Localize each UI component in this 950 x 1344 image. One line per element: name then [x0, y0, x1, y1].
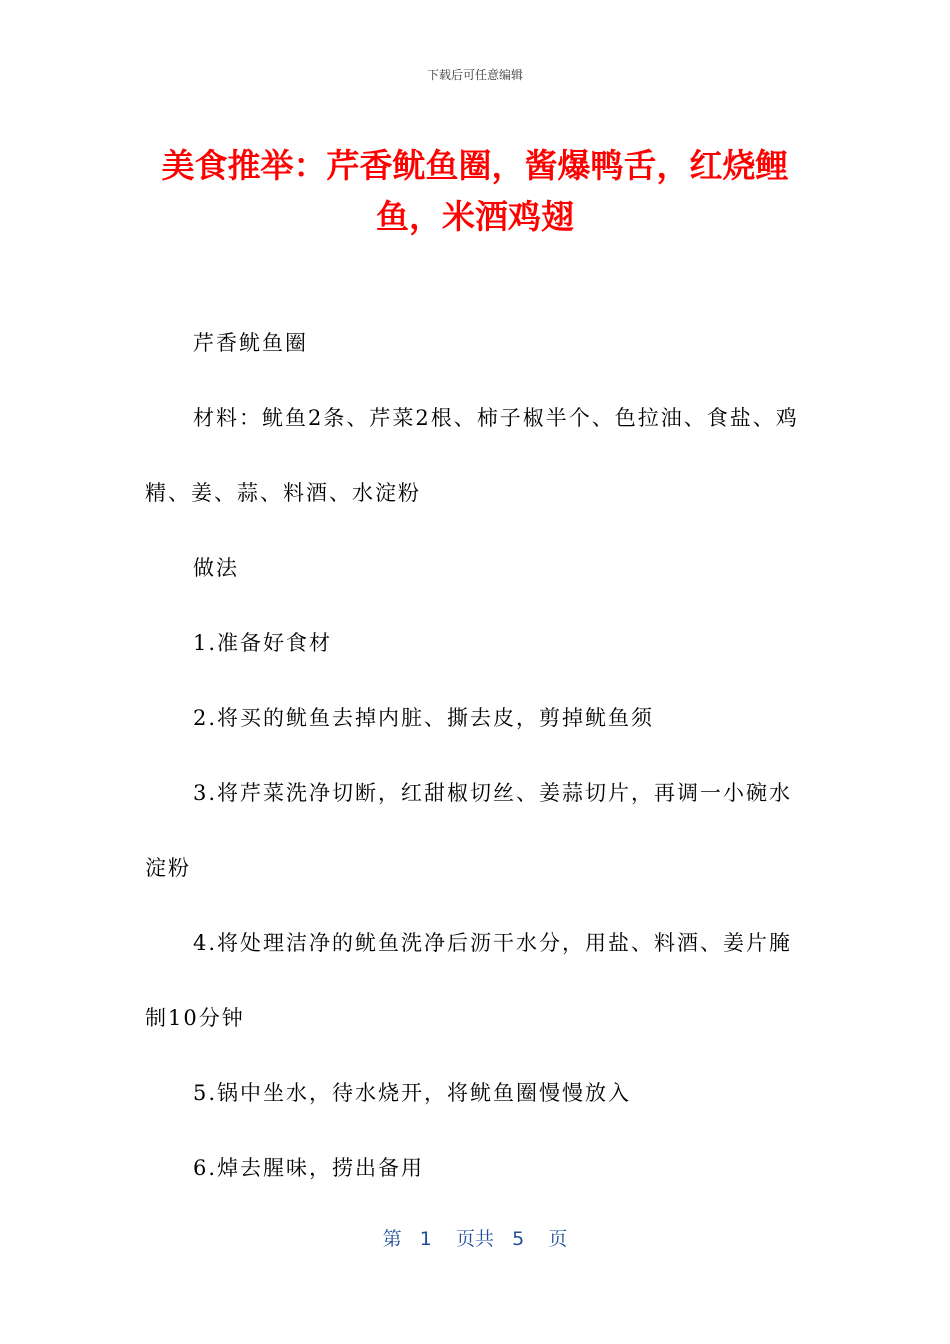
footer-middle: 页共 [455, 1228, 494, 1250]
step-item: 3.将芹菜洗净切断，红甜椒切丝、姜蒜切片，再调一小碗水淀粉 [145, 781, 793, 880]
footer-prefix: 第 [382, 1228, 402, 1250]
step-item: 1.准备好食材 [193, 631, 333, 655]
step-item: 5.锅中坐水，待水烧开，将鱿鱼圈慢慢放入 [193, 1081, 632, 1105]
step-item: 2.将买的鱿鱼去掉内脏、撕去皮，剪掉鱿鱼须 [193, 706, 655, 730]
total-pages-number: 5 [512, 1228, 525, 1250]
step-item: 6.焯去腥味，捞出备用 [193, 1156, 425, 1180]
step-item: 4.将处理洁净的鱿鱼洗净后沥干水分，用盐、料酒、姜片腌制10分钟 [145, 931, 793, 1030]
document-title: 美食推举：芹香鱿鱼圈，酱爆鸭舌，红烧鲤鱼，米酒鸡翅 [161, 146, 789, 236]
section-heading: 芹香鱿鱼圈 [193, 331, 308, 355]
current-page-number: 1 [419, 1228, 432, 1250]
header-text: 下载后可任意编辑 [426, 68, 523, 82]
page-header [0, 66, 950, 84]
page-footer [0, 1225, 950, 1253]
ingredients-paragraph: 材料：鱿鱼2条、芹菜2根、柿子椒半个、色拉油、食盐、鸡精、姜、蒜、料酒、水淀粉 [145, 406, 799, 505]
method-heading: 做法 [193, 556, 239, 580]
footer-suffix: 页 [548, 1228, 568, 1250]
document-body [145, 306, 805, 1206]
